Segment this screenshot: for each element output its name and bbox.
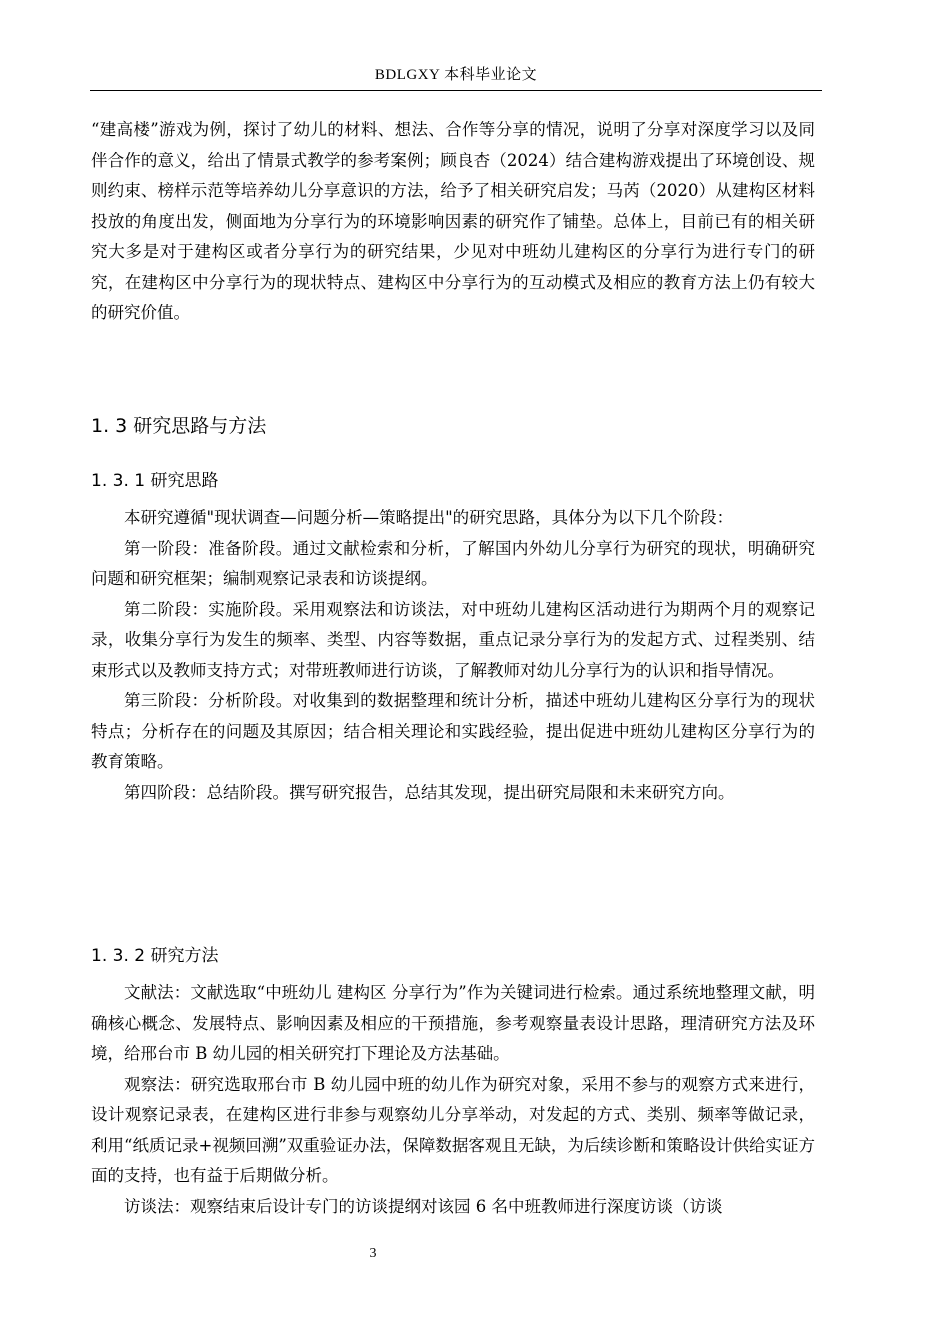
body-paragraph: 第四阶段：总结阶段。撰写研究报告，总结其发现，提出研究局限和未来研究方向。 — [124, 782, 735, 802]
research-approach-block — [91, 503, 815, 808]
body-paragraph: 观察法：研究选取邢台市 B 幼儿园中班的幼儿作为研究对象，采用不参与的观察方式来进行，设计观察记录表，在建构区进行非参与观察幼儿分享举动，对发起的方式、类别、频率等做记录，利用“纸质记录+视频回溯”双重验证办法，保障数据客观且无缺，为后续诊断和策略设计供给实证方面的支持，也有益于后期做分析。 — [91, 1074, 815, 1185]
intro-paragraph: “建高楼”游戏为例，探讨了幼儿的材料、想法、合作等分享的情况，说明了分享对深度学习以及同伴合作的意义，给出了情景式教学的参考案例；顾良杏（2024）结合建构游戏提出了环境创设、规则约束、榜样示范等培养幼儿分享意识的方法，给予了相关研究启发；马芮（2020）从建构区材料投放的角度出发，侧面地为分享行为的环境影响因素的研究作了铺垫。总体上，目前已有的相关研究大多是对于建构区或者分享行为的研究结果，少见对中班幼儿建构区的分享行为进行专门的研究，在建构区中分享行为的现状特点、建构区中分享行为的互动模式及相应的教育方法上仍有较大的研究价值。 — [91, 120, 815, 322]
running-header: BDLGXY 本科毕业论文 — [374, 67, 538, 83]
body-paragraph: 第二阶段：实施阶段。采用观察法和访谈法，对中班幼儿建构区活动进行为期两个月的观察记录，收集分享行为发生的频率、类型、内容等数据，重点记录分享行为的发起方式、过程类别、结束形式以及教师支持方式；对带班教师进行访谈，了解教师对幼儿分享行为的认识和指导情况。 — [91, 599, 815, 680]
body-paragraph: 访谈法：观察结束后设计专门的访谈提纲对该园 6 名中班教师进行深度访谈（访谈 — [124, 1196, 723, 1216]
header-rule — [90, 90, 822, 91]
section-heading-1-3-1: 1. 3. 1 研究思路 — [91, 471, 219, 491]
section-heading-1-3: 1. 3 研究思路与方法 — [91, 415, 267, 437]
research-methods-block — [91, 978, 815, 1222]
body-paragraph: 第三阶段：分析阶段。对收集到的数据整理和统计分析，描述中班幼儿建构区分享行为的现状特点；分析存在的问题及其原因；结合相关理论和实践经验，提出促进中班幼儿建构区分享行为的教育策略。 — [91, 691, 815, 771]
page-number: 3 — [369, 1246, 377, 1261]
body-paragraph: 文献法：文献选取“中班幼儿 建构区 分享行为”作为关键词进行检索。通过系统地整理文献，明确核心概念、发展特点、影响因素及相应的干预措施，参考观察量表设计思路，理清研究方法及环境，给邢台市 B 幼儿园的相关研究打下理论及方法基础。 — [91, 983, 815, 1063]
section-heading-1-3-2: 1. 3. 2 研究方法 — [91, 946, 219, 966]
intro-block — [91, 115, 815, 329]
body-paragraph: 本研究遵循"现状调查—问题分析—策略提出"的研究思路，具体分为以下几个阶段： — [124, 508, 734, 527]
body-paragraph: 第一阶段：准备阶段。通过文献检索和分析，了解国内外幼儿分享行为研究的现状，明确研究问题和研究框架；编制观察记录表和访谈提纲。 — [91, 538, 815, 588]
